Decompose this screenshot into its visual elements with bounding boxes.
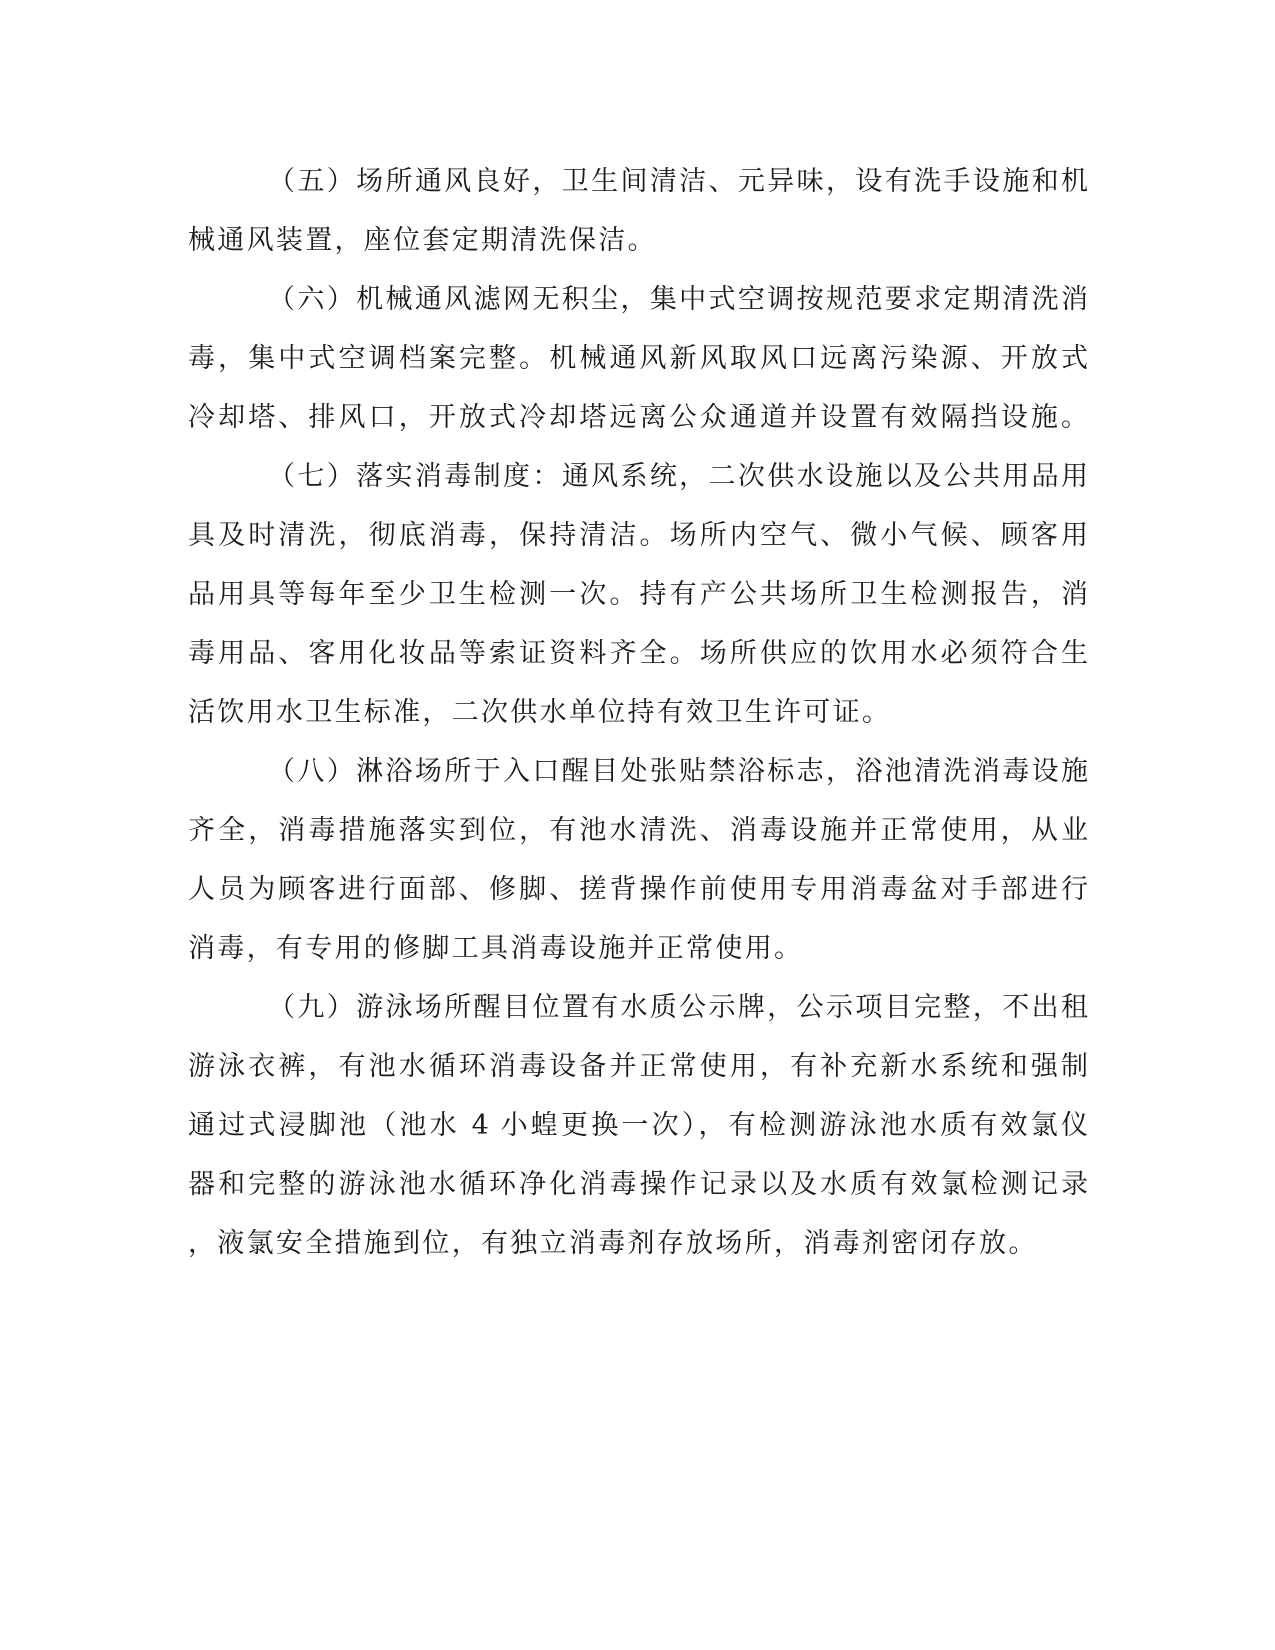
paragraph-7-line-2: 具及时清洗，彻底消毒，保持清洁。场所内空气、微小气候、顾客用	[188, 520, 1088, 551]
paragraph-7-line-3: 品用具等每年至少卫生检测一次。持有产公共场所卫生检测报告，消	[188, 579, 1088, 610]
paragraph-9-line-4: 器和完整的游泳池水循环净化消毒操作记录以及水质有效氯检测记录	[188, 1169, 1088, 1200]
paragraph-9-line-3: 通过式浸脚池（池水 4 小蝗更换一次），有检测游泳池水质有效氯仪	[188, 1110, 1088, 1141]
paragraph-9-line-1: （九）游泳场所醒目位置有水质公示牌，公示项目完整，不出租	[268, 992, 1088, 1023]
paragraph-5-line-1: （五）场所通风良好，卫生间清洁、元异味，设有洗手设施和机	[268, 166, 1088, 197]
paragraph-6-line-1: （六）机械通风滤网无积尘，集中式空调按规范要求定期清洗消	[268, 284, 1088, 315]
paragraph-7-line-5: 活饮用水卫生标准，二次供水单位持有效卫生许可证。	[188, 697, 892, 728]
paragraph-8-line-4: 消毒，有专用的修脚工具消毒设施并正常使用。	[188, 933, 804, 964]
paragraph-5-line-2: 械通风装置，座位套定期清洗保洁。	[188, 225, 657, 256]
paragraph-7-line-4: 毒用品、客用化妆品等索证资料齐全。场所供应的饮用水必须符合生	[188, 638, 1088, 669]
paragraph-8-line-1: （八）淋浴场所于入口醒目处张贴禁浴标志，浴池清洗消毒设施	[268, 756, 1088, 787]
paragraph-7-line-1: （七）落实消毒制度：通风系统，二次供水设施以及公共用品用	[268, 461, 1088, 492]
paragraph-8-line-2: 齐全，消毒措施落实到位，有池水清洗、消毒设施并正常使用，从业	[188, 815, 1088, 846]
paragraph-9-line-5: ，液氯安全措施到位，有独立消毒剂存放场所，消毒剂密闭存放。	[188, 1228, 1038, 1259]
paragraph-6-line-2: 毒，集中式空调档案完整。机械通风新风取风口远离污染源、开放式	[188, 343, 1088, 374]
paragraph-6-line-3: 冷却塔、排风口，开放式冷却塔远离公众通道并设置有效隔挡设施。	[188, 402, 1088, 433]
paragraph-8-line-3: 人员为顾客进行面部、修脚、搓背操作前使用专用消毒盆对手部进行	[188, 874, 1088, 905]
paragraph-9-line-2: 游泳衣裤，有池水循环消毒设备并正常使用，有补充新水系统和强制	[188, 1051, 1088, 1082]
